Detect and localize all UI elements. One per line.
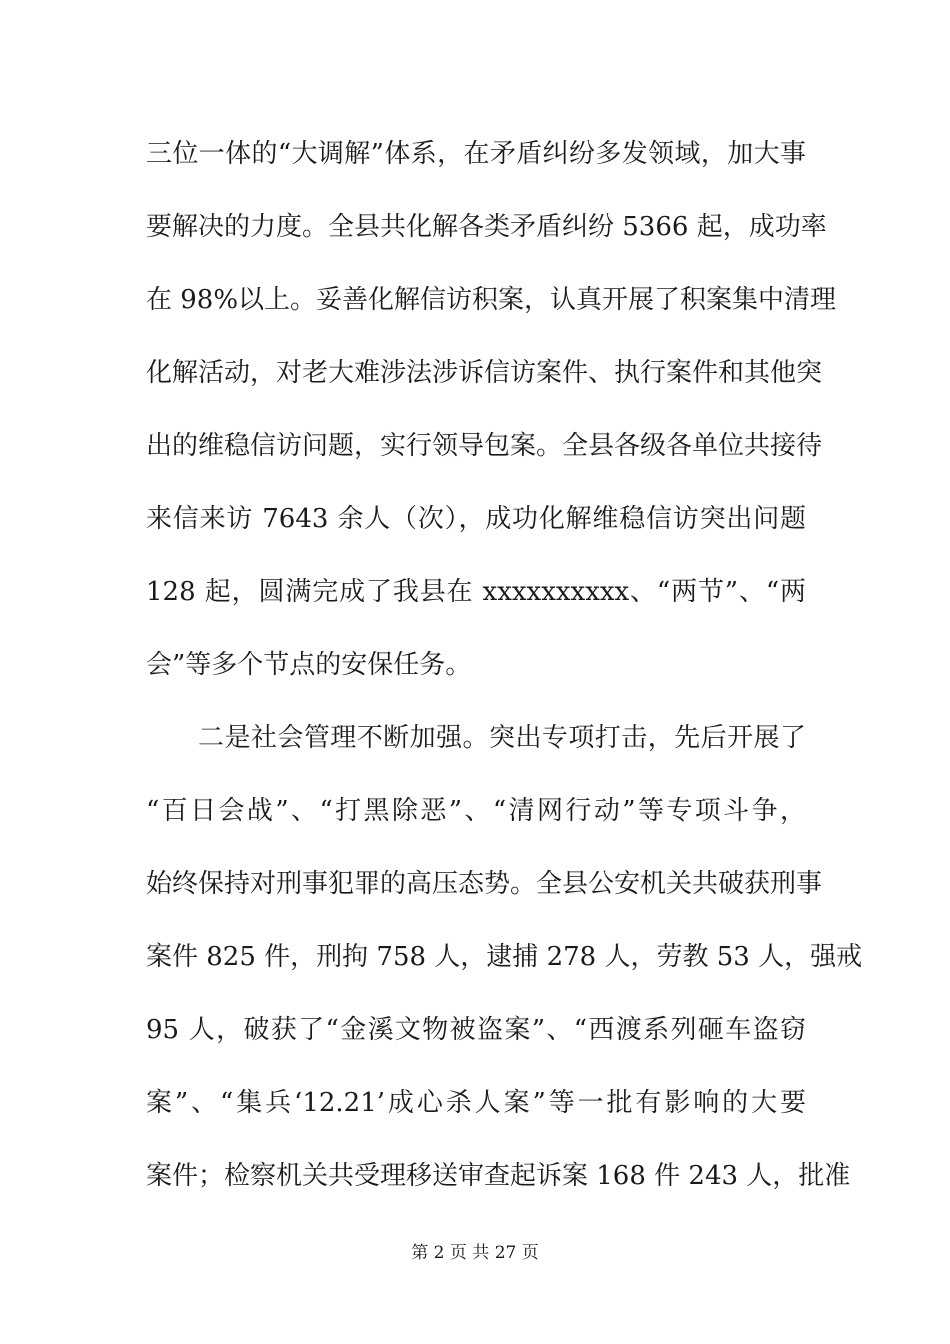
body-line-6: 来信来访 7643 余人（次），成功化解维稳信访突出问题 (146, 504, 806, 534)
body-line-4: 化解活动，对老大难涉法涉诉信访案件、执行案件和其他突 (146, 358, 823, 388)
body-line-7: 128 起，圆满完成了我县在 xxxxxxxxxx、“两节”、“两 (146, 577, 806, 607)
page-number-footer: 第 2 页 共 27 页 (411, 1243, 539, 1263)
body-line-3: 在 98%以上。妥善化解信访积案，认真开展了积案集中清理 (146, 285, 837, 315)
body-line-8: 会”等多个节点的安保任务。 (146, 650, 472, 680)
body-line-13: 95 人，破获了“金溪文物被盗案”、“西渡系列砸车盗窃 (146, 1015, 806, 1045)
body-line-1: 三位一体的“大调解”体系，在矛盾纠纷多发领域，加大事 (146, 139, 806, 169)
body-line-14: 案”、“集兵‘12.21’成心杀人案”等一批有影响的大要 (146, 1088, 806, 1118)
body-line-9: 二是社会管理不断加强。突出专项打击，先后开展了 (198, 723, 806, 753)
body-line-10: “百日会战”、“打黑除恶”、“清网行动”等专项斗争， (146, 796, 806, 826)
body-line-15: 案件；检察机关共受理移送审查起诉案 168 件 243 人，批准 (146, 1161, 851, 1191)
body-line-2: 要解决的力度。全县共化解各类矛盾纠纷 5366 起，成功率 (146, 212, 827, 242)
body-line-5: 出的维稳信访问题，实行领导包案。全县各级各单位共接待 (146, 431, 823, 461)
body-line-11: 始终保持对刑事犯罪的高压态势。全县公安机关共破获刑事 (146, 869, 823, 899)
body-line-12: 案件 825 件，刑拘 758 人，逮捕 278 人，劳教 53 人，强戒 (146, 942, 863, 972)
